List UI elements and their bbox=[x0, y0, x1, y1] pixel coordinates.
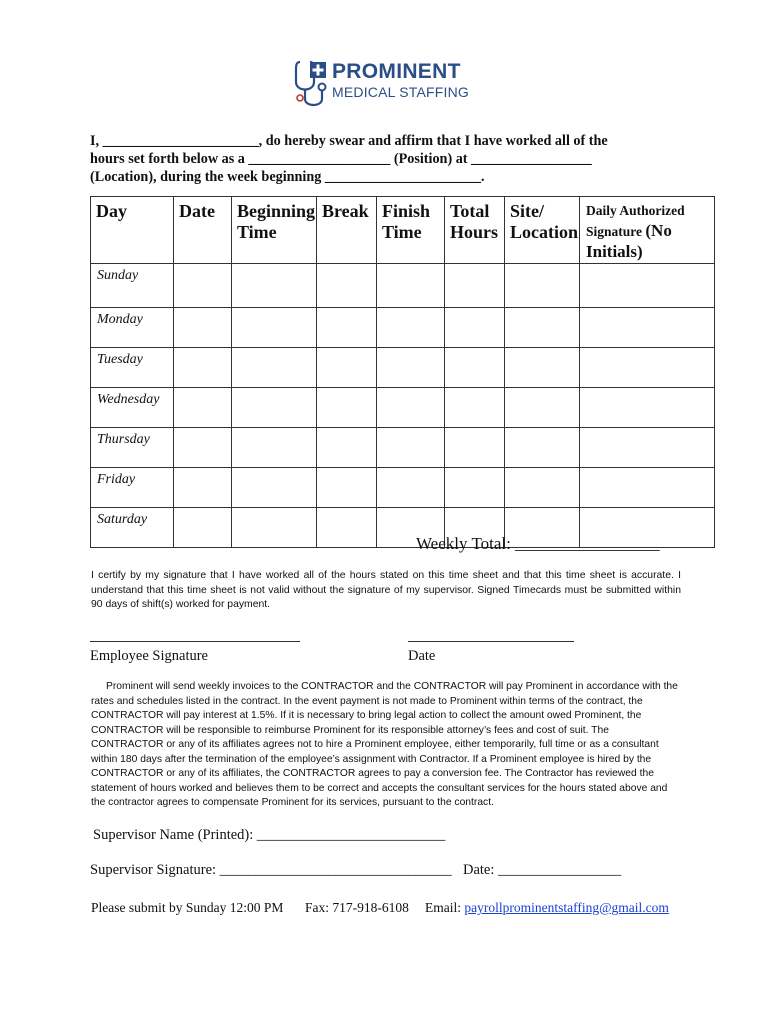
site-location-cell[interactable] bbox=[505, 264, 580, 308]
finish-time-cell[interactable] bbox=[377, 468, 445, 508]
day-label: Monday bbox=[91, 308, 174, 348]
table-row-thursday bbox=[91, 428, 715, 468]
employee-signature-line[interactable] bbox=[90, 641, 300, 642]
table-row-sunday bbox=[91, 264, 715, 308]
table-row-friday bbox=[91, 468, 715, 508]
oath-line-3: (Location), during the week beginning ______________________. bbox=[90, 169, 485, 185]
total-hours-cell[interactable] bbox=[445, 468, 505, 508]
break-cell[interactable] bbox=[317, 428, 377, 468]
break-cell[interactable] bbox=[317, 468, 377, 508]
table-row-tuesday bbox=[91, 348, 715, 388]
email-label: Email: bbox=[425, 900, 461, 915]
date-label: Date bbox=[408, 648, 436, 664]
terms-paragraph: Prominent will send weekly invoices to the CONTRACTOR and the CONTRACTOR will pay Prominent in accordance with the rates and schedules listed in the contract. In the event payment is not made to Prominent within terms of the contract, the CONTRACTOR will pay interest at 1.5%. If it is necessary to bring legal action to collect the amount owed Prominent, the CONTRACTOR will be responsible to reimburse Prominent for its responsible attorney’s fees and cost of suit. The CONTRACTOR or any of its affiliates agrees not to hire a Prominent employee, either temporarily, full time or as a consultant within 180 days after the termination of the employee’s assignment with Contractor. If a Prominent employee is hired by the CONTRACTOR or any of its affiliates, the CONTRACTOR agrees to pay a conversion fee. The Contractor has reviewed the statement of hours worked and believes them to be correct and accepts the consultant services for the hours stated above and the contractor agrees to compensate Prominent for its services, pursuant to the contract. bbox=[91, 681, 678, 808]
header-total-hours: Total Hours bbox=[445, 197, 505, 264]
header-site-location: Site/ Location bbox=[505, 197, 580, 264]
date-line[interactable] bbox=[408, 641, 574, 642]
certification-statement: I certify by my signature that I have worked all of the hours stated on this time sheet and that this time sheet is accurate. I understand that this time sheet is not valid without the signature of my supervisor. Signed Timecards must be submitted within 90 days of shift(s) worked for payment. bbox=[91, 570, 681, 611]
header-date: Date bbox=[174, 197, 232, 264]
beginning-time-cell[interactable] bbox=[232, 428, 317, 468]
oath-line-2: hours set forth below as a ____________________ (Position) at _________________ bbox=[90, 151, 592, 167]
date-cell[interactable] bbox=[174, 468, 232, 508]
break-cell[interactable] bbox=[317, 264, 377, 308]
supervisor-date-field[interactable]: Date: _________________ bbox=[463, 862, 622, 878]
table-row-wednesday bbox=[91, 388, 715, 428]
date-cell[interactable] bbox=[174, 388, 232, 428]
total-hours-cell[interactable] bbox=[445, 388, 505, 428]
weekly-total-field[interactable]: Weekly Total: _________________ bbox=[416, 534, 660, 553]
total-hours-cell[interactable] bbox=[445, 264, 505, 308]
header-beginning-time: Beginning Time bbox=[232, 197, 317, 264]
beginning-time-cell[interactable] bbox=[232, 264, 317, 308]
signature-cell[interactable] bbox=[580, 428, 715, 468]
date-cell[interactable] bbox=[174, 348, 232, 388]
break-cell[interactable] bbox=[317, 388, 377, 428]
header-daily-signature: Daily Authorized Signature (No Initials) bbox=[580, 197, 715, 264]
submit-deadline: Please submit by Sunday 12:00 PM bbox=[91, 900, 284, 915]
day-label: Saturday bbox=[91, 508, 174, 548]
site-location-cell[interactable] bbox=[505, 388, 580, 428]
email-contact bbox=[425, 900, 669, 916]
signature-cell[interactable] bbox=[580, 388, 715, 428]
total-hours-cell[interactable] bbox=[445, 348, 505, 388]
date-cell[interactable] bbox=[174, 308, 232, 348]
stethoscope-cross-icon bbox=[292, 52, 332, 112]
finish-time-cell[interactable] bbox=[377, 308, 445, 348]
beginning-time-cell[interactable] bbox=[232, 388, 317, 428]
logo-wordmark: PROMINENT bbox=[332, 60, 461, 83]
site-location-cell[interactable] bbox=[505, 308, 580, 348]
break-cell[interactable] bbox=[317, 308, 377, 348]
finish-time-cell[interactable] bbox=[377, 388, 445, 428]
break-cell[interactable] bbox=[317, 508, 377, 548]
finish-time-cell[interactable] bbox=[377, 428, 445, 468]
beginning-time-cell[interactable] bbox=[232, 308, 317, 348]
table-header-row bbox=[91, 197, 715, 264]
signature-cell[interactable] bbox=[580, 308, 715, 348]
employee-signature-label: Employee Signature bbox=[90, 648, 208, 664]
table-row-monday bbox=[91, 308, 715, 348]
date-cell[interactable] bbox=[174, 508, 232, 548]
oath-line-1: I, ______________________, do hereby swear and affirm that I have worked all of the bbox=[90, 133, 608, 149]
total-hours-cell[interactable] bbox=[445, 428, 505, 468]
beginning-time-cell[interactable] bbox=[232, 508, 317, 548]
logo-tagline: MEDICAL STAFFING bbox=[332, 84, 469, 100]
header-finish-time: Finish Time bbox=[377, 197, 445, 264]
company-logo bbox=[292, 52, 469, 112]
email-link[interactable]: payrollprominentstaffing@gmail.com bbox=[464, 900, 669, 915]
date-cell[interactable] bbox=[174, 264, 232, 308]
site-location-cell[interactable] bbox=[505, 468, 580, 508]
header-day: Day bbox=[91, 197, 174, 264]
beginning-time-cell[interactable] bbox=[232, 348, 317, 388]
day-label: Friday bbox=[91, 468, 174, 508]
supervisor-name-field[interactable]: Supervisor Name (Printed): __________________________ bbox=[93, 827, 446, 843]
day-label: Thursday bbox=[91, 428, 174, 468]
break-cell[interactable] bbox=[317, 348, 377, 388]
site-location-cell[interactable] bbox=[505, 348, 580, 388]
signature-cell[interactable] bbox=[580, 348, 715, 388]
supervisor-signature-field[interactable]: Supervisor Signature: ________________________________ bbox=[90, 862, 452, 878]
finish-time-cell[interactable] bbox=[377, 348, 445, 388]
finish-time-cell[interactable] bbox=[377, 264, 445, 308]
day-label: Wednesday bbox=[91, 388, 174, 428]
beginning-time-cell[interactable] bbox=[232, 468, 317, 508]
date-cell[interactable] bbox=[174, 428, 232, 468]
total-hours-cell[interactable] bbox=[445, 308, 505, 348]
fax-number: Fax: 717-918-6108 bbox=[305, 900, 409, 915]
day-label: Tuesday bbox=[91, 348, 174, 388]
signature-cell[interactable] bbox=[580, 468, 715, 508]
hours-table bbox=[90, 196, 715, 548]
site-location-cell[interactable] bbox=[505, 428, 580, 468]
oath-statement bbox=[90, 132, 690, 186]
signature-cell[interactable] bbox=[580, 264, 715, 308]
header-break: Break bbox=[317, 197, 377, 264]
day-label: Sunday bbox=[91, 264, 174, 308]
